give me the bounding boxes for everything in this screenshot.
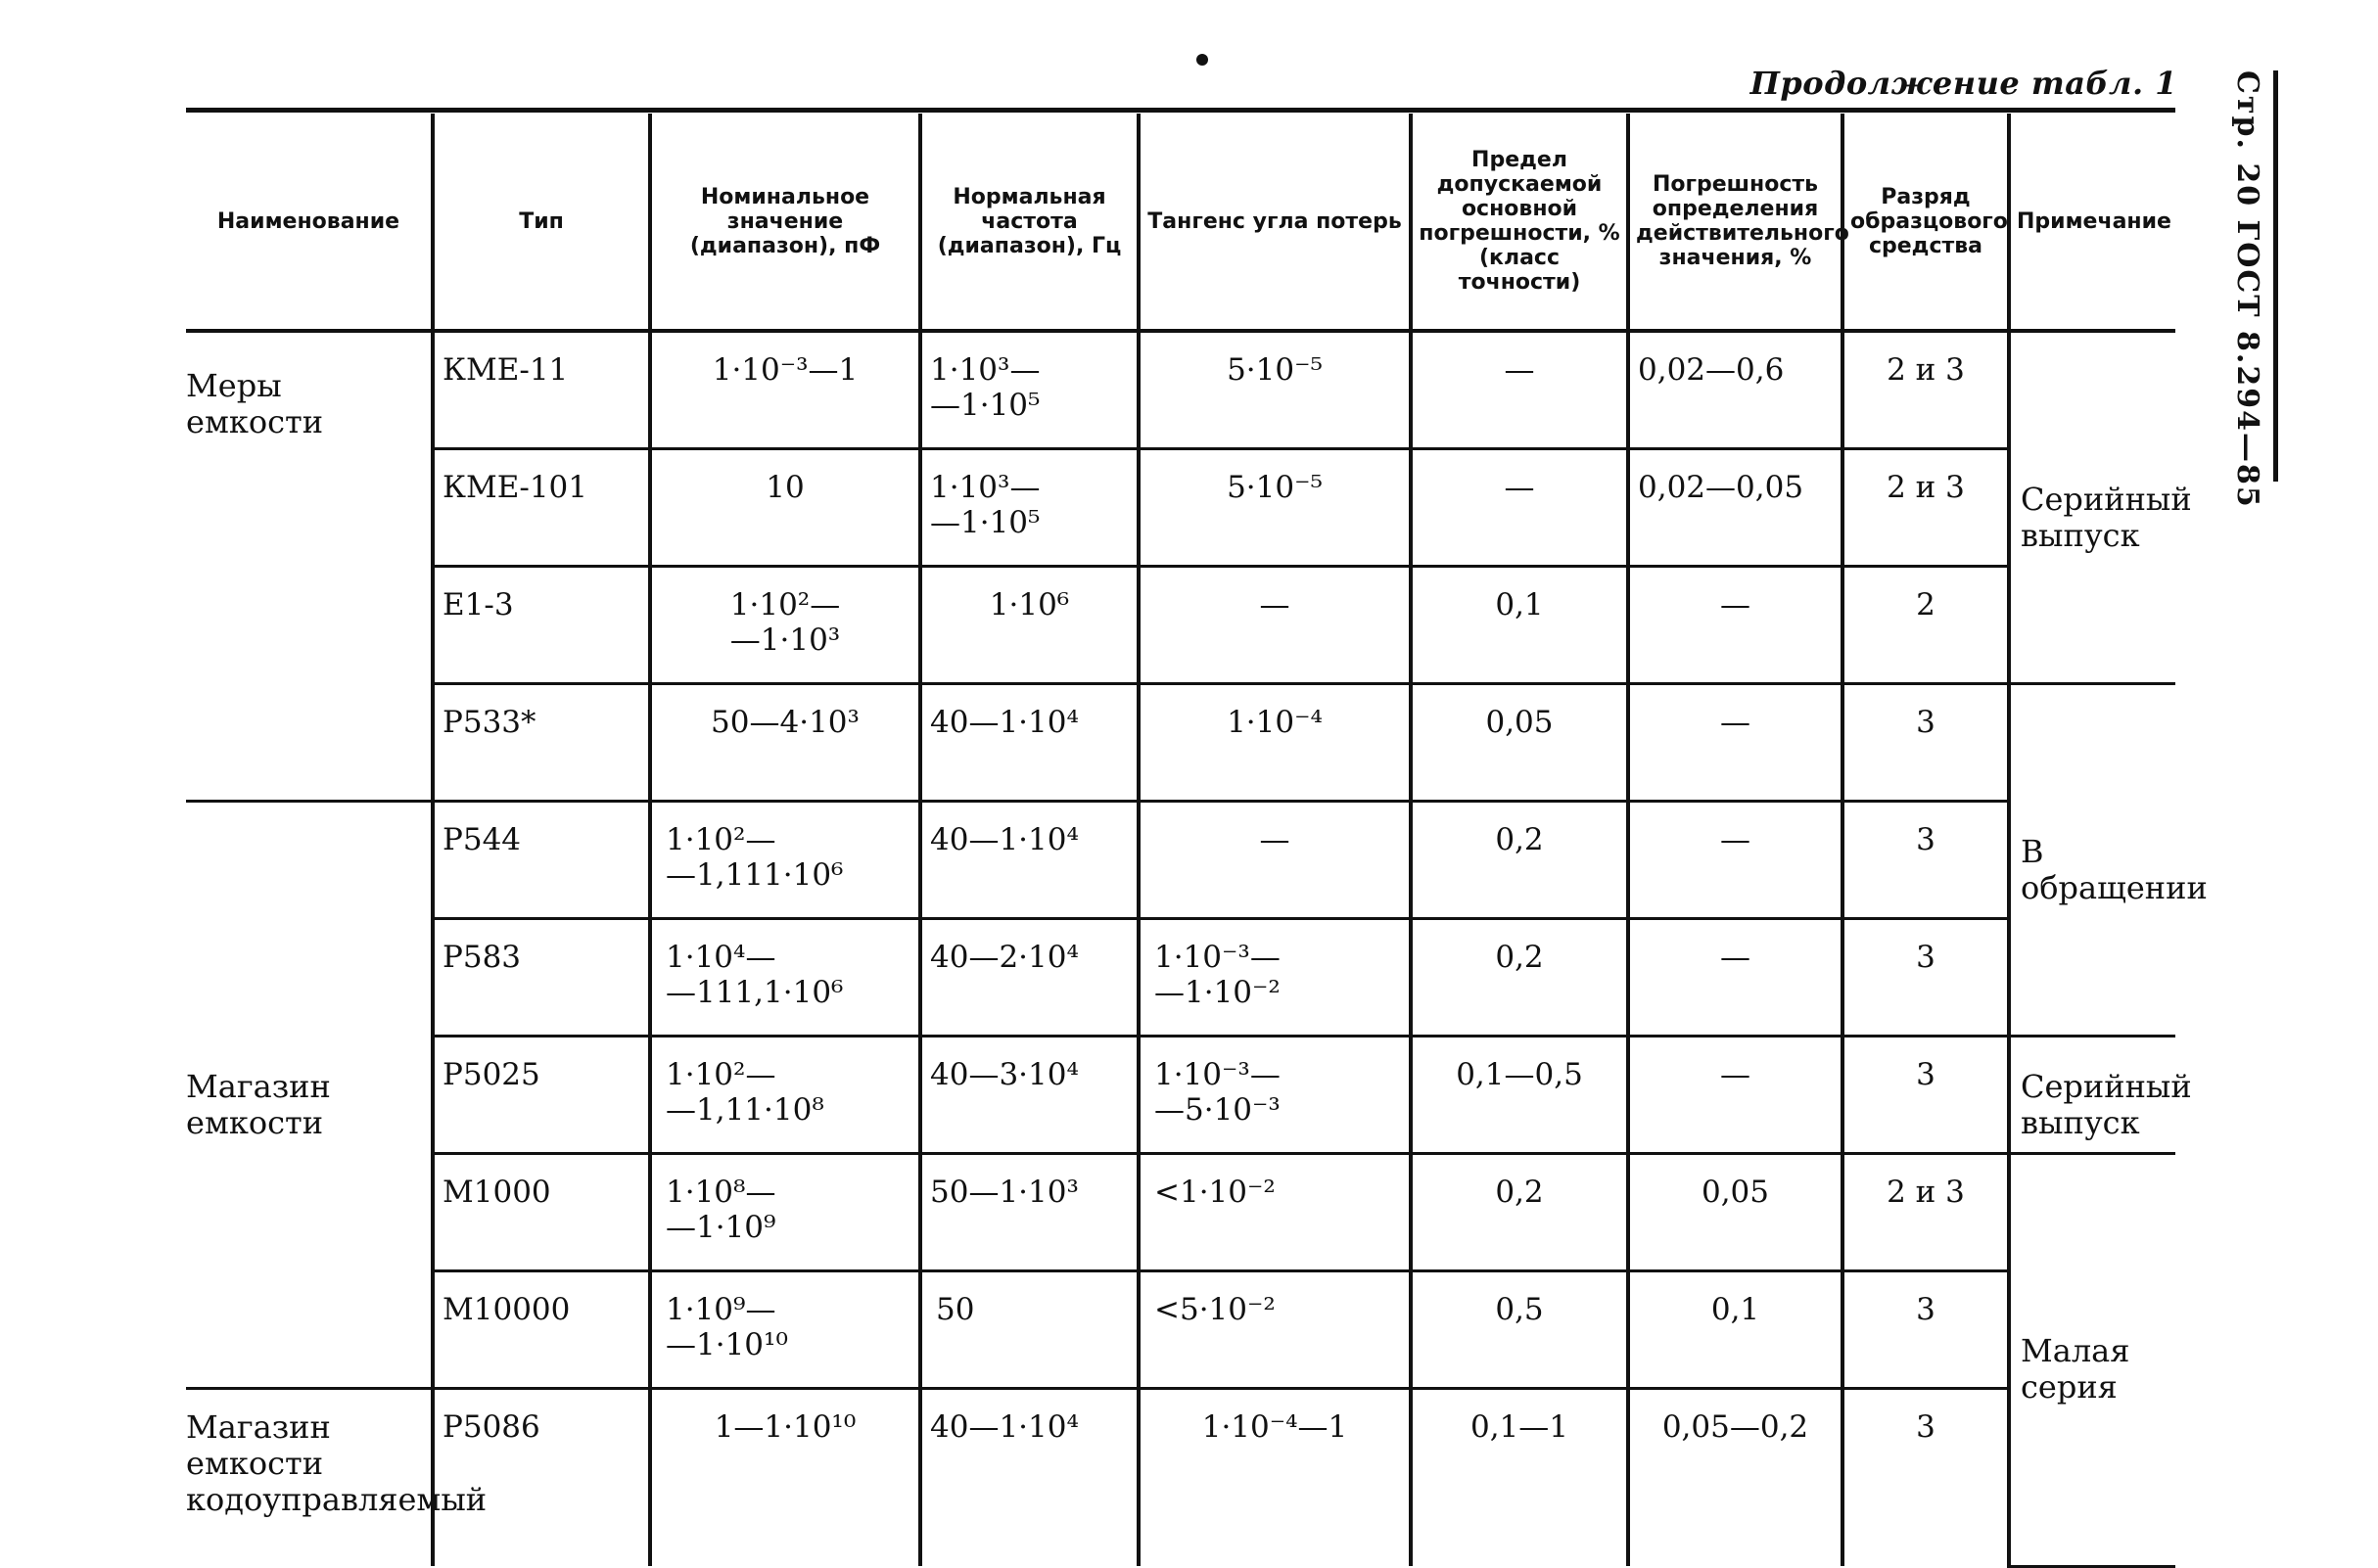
col-header-limit: Предел допускаемой основной погрешности, % (класс точности) <box>1411 114 1628 331</box>
cell-limit: 0,1—1 <box>1411 1389 1628 1567</box>
cell-limit: 0,2 <box>1411 1154 1628 1271</box>
note-serial-production: Серийный выпуск <box>2009 331 2175 684</box>
cell-type: Р5086 <box>433 1389 650 1567</box>
cell-type: Е1-3 <box>433 567 650 684</box>
cell-limit: 0,1—0,5 <box>1411 1037 1628 1154</box>
cell-tangent: 5·10⁻⁵ <box>1139 331 1411 449</box>
cell-error: — <box>1628 919 1842 1037</box>
cell-rank: 2 и 3 <box>1842 1154 2009 1271</box>
cell-frequency: 1·10⁶ <box>920 567 1139 684</box>
group-name-capacity-box: Магазин емкости <box>186 802 433 1389</box>
cell-tangent: 1·10⁻⁴—1 <box>1139 1389 1411 1567</box>
cell-nominal: 1·10⁸— —1·10⁹ <box>650 1154 920 1271</box>
cell-frequency: 40—2·10⁴ <box>920 919 1139 1037</box>
cell-error: 0,05—0,2 <box>1628 1389 1842 1567</box>
cell-nominal: 1·10⁻³—1 <box>650 331 920 449</box>
side-page-label-text: Стр. 20 ГОСТ 8.294—85 <box>2230 70 2264 509</box>
header-row <box>186 114 2175 331</box>
cell-type: Р533* <box>433 684 650 802</box>
cell-error: 0,02—0,05 <box>1628 449 1842 567</box>
cell-nominal: 1·10²— —1,111·10⁶ <box>650 802 920 919</box>
cell-frequency: 1·10³— —1·10⁵ <box>920 449 1139 567</box>
note-small-series: Малая серия <box>2009 1154 2175 1567</box>
col-header-frequency: Нормальная частота (диапазон), Гц <box>920 114 1139 331</box>
col-header-note: Примечание <box>2009 114 2175 331</box>
cell-tangent: — <box>1139 567 1411 684</box>
cell-limit: 0,05 <box>1411 684 1628 802</box>
table-row <box>186 567 2175 684</box>
cell-tangent: 1·10⁻³— —1·10⁻² <box>1139 919 1411 1037</box>
print-speck <box>1196 54 1208 66</box>
cell-tangent: — <box>1139 802 1411 919</box>
col-header-type: Тип <box>433 114 650 331</box>
cell-tangent: 1·10⁻³— —5·10⁻³ <box>1139 1037 1411 1154</box>
table-row <box>186 449 2175 567</box>
cell-frequency: 1·10³— —1·10⁵ <box>920 331 1139 449</box>
cell-limit: 0,5 <box>1411 1271 1628 1389</box>
cell-rank: 2 и 3 <box>1842 331 2009 449</box>
cell-frequency: 40—3·10⁴ <box>920 1037 1139 1154</box>
cell-frequency: 40—1·10⁴ <box>920 684 1139 802</box>
cell-error: — <box>1628 1037 1842 1154</box>
table-row <box>186 919 2175 1037</box>
table-row <box>186 1037 2175 1154</box>
cell-rank: 3 <box>1842 802 2009 919</box>
col-header-rank: Разряд образцового средства <box>1842 114 2009 331</box>
note-serial-production-2: Серийный выпуск <box>2009 1037 2175 1154</box>
instrument-table <box>186 114 2208 1568</box>
cell-limit: — <box>1411 331 1628 449</box>
cell-nominal: 50—4·10³ <box>650 684 920 802</box>
group-name-programmable-box: Магазин емкости кодоуправляемый <box>186 1408 488 1518</box>
cell-error: 0,02—0,6 <box>1628 331 1842 449</box>
cell-rank: 3 <box>1842 919 2009 1037</box>
table-top-rule <box>186 108 2175 113</box>
table-row <box>186 1154 2175 1271</box>
col-header-nominal: Номинальное значение (диапазон), пФ <box>650 114 920 331</box>
cell-type: Р5025 <box>433 1037 650 1154</box>
cell-error: 0,1 <box>1628 1271 1842 1389</box>
cell-tangent: 1·10⁻⁴ <box>1139 684 1411 802</box>
cell-type: КМЕ-11 <box>433 331 650 449</box>
cell-type: Р583 <box>433 919 650 1037</box>
group-name-capacity-measures: Меры емкости <box>186 331 433 802</box>
cell-limit: 0,2 <box>1411 919 1628 1037</box>
table-row <box>186 684 2175 802</box>
cell-error: — <box>1628 802 1842 919</box>
cell-rank: 3 <box>1842 684 2009 802</box>
cell-rank: 3 <box>1842 1389 2009 1567</box>
cell-tangent: 5·10⁻⁵ <box>1139 449 1411 567</box>
table-row <box>186 802 2175 919</box>
cell-limit: 0,2 <box>1411 802 1628 919</box>
cell-nominal: 1·10²— —1,11·10⁸ <box>650 1037 920 1154</box>
cell-frequency: 50 <box>920 1271 1139 1389</box>
continuation-caption: Продолжение табл. 1 <box>1749 65 2177 102</box>
cell-rank: 3 <box>1842 1037 2009 1154</box>
note-in-circulation: В обращении <box>2009 684 2175 1037</box>
cell-nominal: 1·10²— —1·10³ <box>650 567 920 684</box>
table-row <box>186 1271 2175 1389</box>
cell-type: Р544 <box>433 802 650 919</box>
cell-rank: 3 <box>1842 1271 2009 1389</box>
cell-nominal: 1—1·10¹⁰ <box>650 1389 920 1567</box>
cell-limit: — <box>1411 449 1628 567</box>
side-page-label <box>2230 70 2278 509</box>
cell-tangent: <5·10⁻² <box>1139 1271 1411 1389</box>
cell-limit: 0,1 <box>1411 567 1628 684</box>
cell-nominal: 1·10⁹— —1·10¹⁰ <box>650 1271 920 1389</box>
cell-nominal: 1·10⁴— —111,1·10⁶ <box>650 919 920 1037</box>
col-header-error: Погрешность определения действительного значения, % <box>1628 114 1842 331</box>
cell-type: КМЕ-101 <box>433 449 650 567</box>
cell-rank: 2 и 3 <box>1842 449 2009 567</box>
cell-frequency: 40—1·10⁴ <box>920 1389 1139 1567</box>
cell-type: М1000 <box>433 1154 650 1271</box>
table-row <box>186 1389 2175 1567</box>
col-header-tangent: Тангенс угла потерь <box>1139 114 1411 331</box>
cell-error: 0,05 <box>1628 1154 1842 1271</box>
col-header-name: Наименование <box>186 114 433 331</box>
cell-nominal: 10 <box>650 449 920 567</box>
cell-error: — <box>1628 567 1842 684</box>
cell-frequency: 50—1·10³ <box>920 1154 1139 1271</box>
cell-rank: 2 <box>1842 567 2009 684</box>
cell-tangent: <1·10⁻² <box>1139 1154 1411 1271</box>
cell-type: М10000 <box>433 1271 650 1389</box>
cell-frequency: 40—1·10⁴ <box>920 802 1139 919</box>
table-row <box>186 331 2175 449</box>
cell-error: — <box>1628 684 1842 802</box>
